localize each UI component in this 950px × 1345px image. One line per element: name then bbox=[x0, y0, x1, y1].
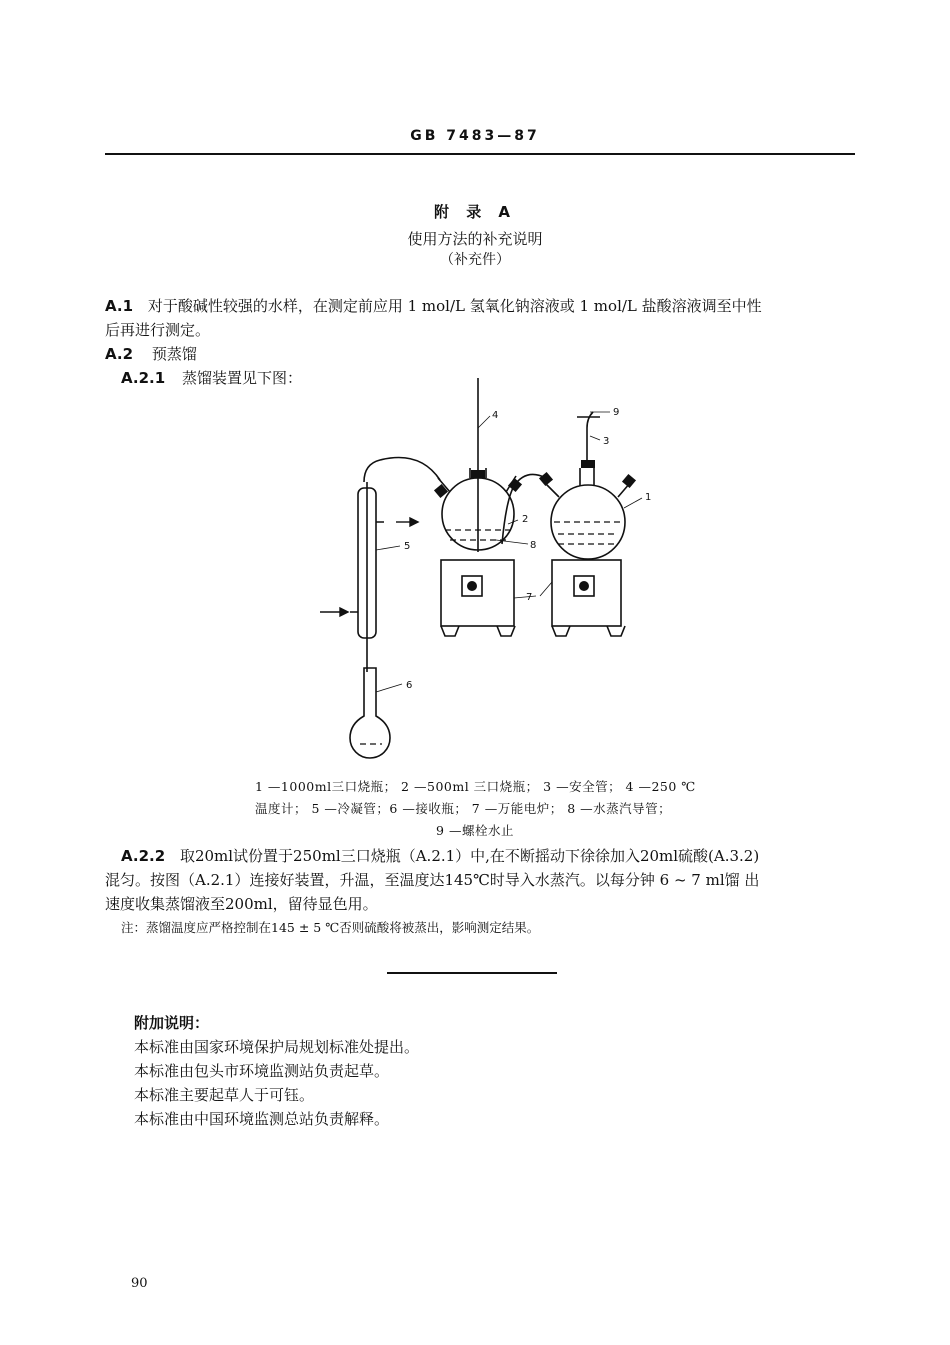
section-a22-line2: 混匀。按图（A.2.1）连接好装置，升温，至温度达145℃时导入水蒸汽。以每分钟 6 ~ 7 ml馏 出 bbox=[105, 871, 760, 889]
figure-caption-line1: 1 —1000ml三口烧瓶； 2 —500ml 三口烧瓶； 3 —安全管； 4 —250 ℃ bbox=[255, 779, 696, 794]
label-2: 2 bbox=[522, 514, 529, 525]
section-a2-number: A.2 bbox=[105, 345, 134, 363]
section-a21-text: 蒸馏装置见下图： bbox=[181, 369, 302, 387]
header-rule bbox=[105, 153, 855, 155]
vapour-tube bbox=[364, 458, 440, 483]
figure-caption-line2: 温度计； 5 —冷凝管；6 —接收瓶； 7 —万能电炉； 8 —水蒸汽导管； bbox=[255, 801, 672, 816]
additional-line-1: 本标准由国家环境保护局规划标准处提出。 bbox=[134, 1038, 420, 1056]
appendix-type: （补充件） bbox=[440, 252, 510, 268]
additional-title: 附加说明： bbox=[134, 1014, 210, 1032]
section-a2-title: 预蒸馏 bbox=[151, 345, 197, 363]
standard-code-header: GB 7483—87 bbox=[410, 128, 540, 144]
section-a1 bbox=[105, 294, 865, 318]
label-5: 5 bbox=[404, 541, 411, 552]
section-a1-line1: 对于酸碱性较强的水样，在测定前应用 1 mol/L 氢氧化钠溶液或 1 mol/L 盐酸溶液调至中性 bbox=[147, 297, 762, 315]
distillation-apparatus-figure bbox=[300, 372, 680, 772]
safety-tube bbox=[587, 412, 593, 468]
additional-line-3: 本标准主要起草人于可钰。 bbox=[134, 1086, 315, 1104]
label-6: 6 bbox=[406, 680, 413, 691]
section-a22 bbox=[121, 844, 861, 868]
page-number: 90 bbox=[131, 1276, 148, 1291]
figure-caption-line3: 9 —螺栓水止 bbox=[436, 823, 514, 838]
heater-left bbox=[441, 560, 514, 626]
heater-right bbox=[552, 560, 621, 626]
section-a21-number: A.2.1 bbox=[121, 369, 166, 387]
section-a2 bbox=[105, 342, 197, 366]
label-4: 4 bbox=[492, 410, 499, 421]
appendix-title: 附 录 A bbox=[433, 203, 517, 221]
label-8: 8 bbox=[530, 540, 537, 551]
label-7: 7 bbox=[526, 592, 533, 603]
section-a1-line2: 后再进行测定。 bbox=[105, 321, 211, 339]
section-divider bbox=[387, 972, 557, 974]
label-1: 1 bbox=[645, 492, 652, 503]
additional-line-4: 本标准由中国环境监测总站负责解释。 bbox=[134, 1110, 390, 1128]
label-9: 9 bbox=[613, 407, 620, 418]
section-a1-number: A.1 bbox=[105, 297, 134, 315]
section-a22-number: A.2.2 bbox=[121, 847, 166, 865]
section-a22-line3: 速度收集蒸馏液至200ml，留待显色用。 bbox=[105, 895, 378, 913]
label-3: 3 bbox=[603, 436, 610, 447]
appendix-subtitle: 使用方法的补充说明 bbox=[407, 230, 543, 248]
additional-line-2: 本标准由包头市环境监测站负责起草。 bbox=[134, 1062, 390, 1080]
section-note: 注：蒸馏温度应严格控制在145 ± 5 ℃否则硫酸将被蒸出，影响测定结果。 bbox=[121, 920, 540, 935]
section-a22-line1: 取20ml试份置于250ml三口烧瓶（A.2.1）中,在不断摇动下徐徐加入20ml硫酸(A.3.2) bbox=[179, 847, 760, 865]
section-a21 bbox=[121, 366, 302, 390]
